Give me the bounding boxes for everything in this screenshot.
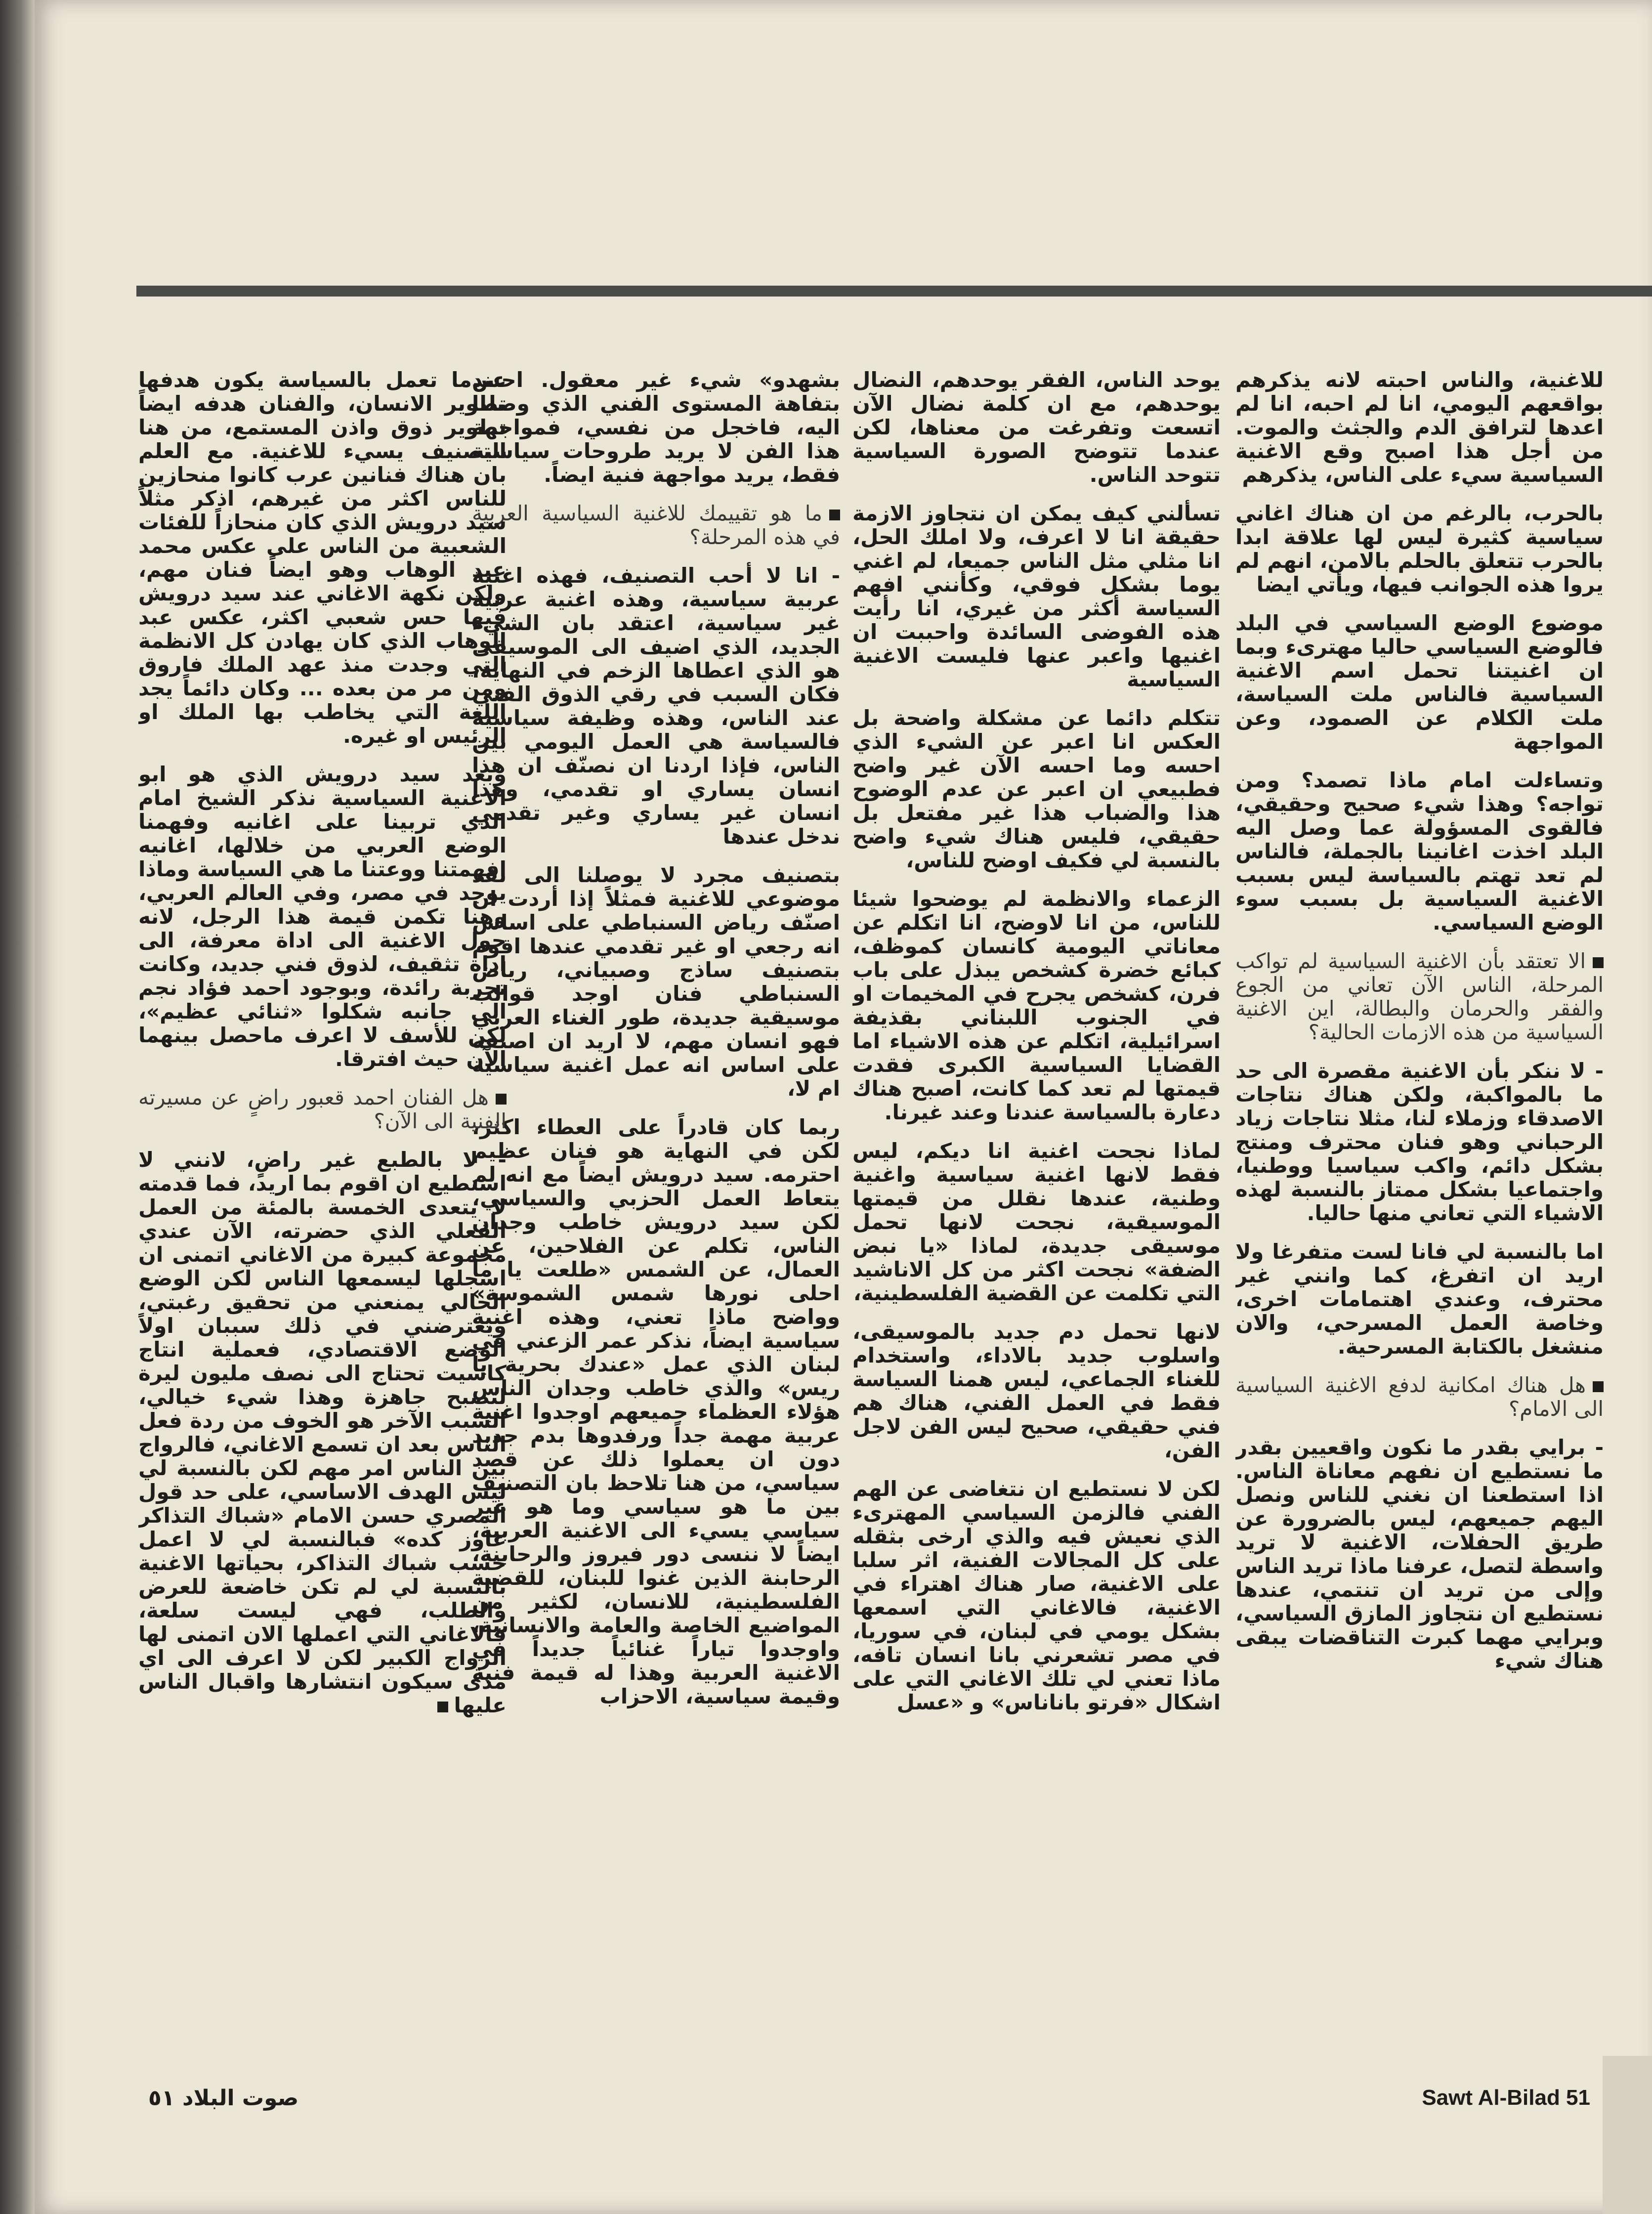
paragraph-text: لكن لا نستطيع ان نتغاضى عن الهم الفني فالزمن السياسي المهترىء الذي نعيش فيه والذي ارخى بثقله على كل المجالات الفنية، اثر سلبا على الاغنية، صار هناك اهتراء في الاغنية، فالاغاني التي اسمعها بشكل يومي في لبنان، في سوريا، في مصر تشعرني بانا انسان تافه، ماذا تعني لي تلك الاغاني التي على اشكال «فرتو باناناس» و «عسل (852, 1477, 1221, 1714)
paragraph-text: بالحرب، بالرغم من ان هناك اغاني سياسية كثيرة ليس لها علاقة ابدا بالحرب تتعلق بالحلم بالامن، انهم لم يروا هذه الجوانب فيها، ويأتي ايضا (1235, 501, 1604, 596)
interview-question (138, 1086, 507, 1133)
paragraph-text: لماذا نجحت اغنية انا ديكم، ليس فقط لانها اغنية سياسية واغنية وطنية، عندها نقلل من قيمتها الموسيقية، نجحت لانها تحمل موسيقى جديدة، لماذا «يا نبض الضفة» نجحت اكثر من كل الاناشيد التي تكلمت عن القضية الفلسطينية، (852, 1139, 1221, 1305)
article-paragraph (1235, 1240, 1604, 1359)
text-column-1 (1235, 368, 1604, 2068)
paragraph-text: - انا لا أحب التصنيف، فهذه اغنية عربية سياسية، وهذه اغنية عربية غير سياسية، اعتقد بان الشيء الجديد، الذي اضيف الى الموسيقى هو الذي اعطاها الزخم في النهاية، فكان السبب في رقي الذوق الفني عند الناس، وهذه وظيفة سياسية فالسياسة هي العمل اليومي بين الناس، فإذا اردنا ان نصنّف ان هذا انسان يساري او تقدمي، وهذا انسان غير يساري وغير تقدمي ندخل عندها (472, 563, 840, 849)
article-paragraph (138, 763, 507, 1071)
article-paragraph (1235, 611, 1604, 754)
article-paragraph (472, 863, 840, 1101)
paragraph-text: وبعد سيد درويش الذي هو ابو الاغنية السياسية نذكر الشيخ امام الذي تربينا على اغانيه وفهمنا الوضع العربي من خلالها، اغانيه افهمتنا ووعتنا ما هي السياسة وماذا يوجد في مصر، وفي العالم العربي، وهنا تكمن قيمة هذا الرجل، لانه حول الاغنية الى اداة معرفة، الى اداة تثقيف، لذوق فني جديد، وكانت تجربة رائدة، وبوجود احمد فؤاد نجم الى جانبه شكلوا «ثنائي عظيم»، لكن للأسف لا اعرف ماحصل بينهما الآن حيث افترقا. (138, 762, 507, 1071)
paragraph-text: وتساءلت امام ماذا تصمد؟ ومن تواجه؟ وهذا شيء صحيح وحقيقي، فالقوى المسؤولة عما وصل اليه البلد اخذت اغانينا بالجملة، فالناس لم تعد تهتم بالسياسة ليس بسبب الاغنية السياسية بل بسبب سوء الوضع السياسي. (1235, 768, 1604, 935)
paragraph-text: هل هناك امكانية لدفع الاغنية السياسية الى الامام؟ (1235, 1373, 1604, 1421)
question-marker-icon (829, 510, 840, 520)
article-paragraph (852, 1139, 1221, 1305)
article-paragraph (852, 1320, 1221, 1462)
paragraph-text: موضوع الوضع السياسي في البلد فالوضع السياسي حاليا مهترىء وبما ان اغنيتنا تحمل اسم الاغنية السياسية فالناس ملت السياسة، ملت الكلام عن الصمود، وعن المواجهة (1235, 611, 1604, 754)
page-corner (1603, 2056, 1652, 2214)
footer-arabic-title: صوت البلاد ٥١ (148, 2086, 299, 2111)
interview-question (472, 502, 840, 549)
article-paragraph (1235, 1059, 1604, 1225)
paragraph-text: - لا ننكر بأن الاغنية مقصرة الى حد ما بالمواكبة، ولكن هناك نتاجات الاصدقاء وزملاء لنا، مثلا نتاجات زياد الرحباني وهو فنان محترف ومنتج بشكل دائم، واكب سياسيا ووطنيا، واجتماعيا بشكل ممتاز بالنسبة لهذه الاشياء التي تعاني منها حاليا. (1235, 1059, 1604, 1225)
paragraph-text: بشهدو» شيء غير معقول. احس بتفاهة المستوى الفني الذي وصلنا اليه، فاخجل من نفسي، فمواجهة هذا الفن لا يريد طروحات سياسية فقط، يريد مواجهة فنية ايضاً. (472, 368, 840, 487)
article-paragraph (472, 1115, 840, 1708)
article-paragraph (1235, 768, 1604, 935)
end-of-article-icon (437, 1702, 448, 1712)
top-divider-rule (136, 286, 1652, 297)
article-paragraph (138, 1148, 507, 1717)
question-marker-icon (496, 1094, 507, 1105)
article-paragraph (852, 887, 1221, 1124)
text-column-2 (852, 368, 1221, 2068)
paragraph-text: - برايي بقدر ما نكون واقعيين بقدر ما نستطيع ان نفهم معاناة الناس. اذا استطعنا ان نغني للناس ونصل اليهم جميعهم، ليس بالضرورة عن طريق الحفلات، الاغنية لا تريد واسطة لتصل، عرفنا ماذا تريد الناس وإلى من تريد ان تنتمي، عندها نستطيع ان نتجاوز المازق السياسي، وبرايي مهما كبرت التناقضات يبقى هناك شيء (1235, 1435, 1604, 1673)
article-paragraph (1235, 1436, 1604, 1673)
article-paragraph (472, 564, 840, 849)
paragraph-text: اما بالنسبة لي فانا لست متفرغا ولا اريد ان اتفرغ، كما وانني غير محترف، وعندي اهتمامات اخرى، وخاصة العمل المسرحي، والان منشغل بالكتابة المسرحية. (1235, 1239, 1604, 1359)
interview-question (1235, 1373, 1604, 1421)
paragraph-text: لانها تحمل دم جديد بالموسيقى، واسلوب جديد بالاداء، واستخدام للغناء الجماعي، ليس همنا السياسة فقط في العمل الفني، هناك هم فني حقيقي، صحيح ليس الفن لاجل الفن، (852, 1320, 1221, 1462)
paragraph-text: يوحد الناس، الفقر يوحدهم، النضال يوحدهم، مع ان كلمة نضال الآن اتسعت وتفرغت من معناها، لكن عندما تتوضح الصورة السياسية تتوحد الناس. (852, 368, 1221, 487)
paragraph-text: عندما تعمل بالسياسة يكون هدفها تطوير الانسان، والفنان هدفه ايضاً تطوير ذوق واذن المستمع، من هنا التصنيف يسيء للاغنية. مع العلم بان هناك فنانين عرب كانوا منحازين للناس اكثر من غيرهم، اذكر مثلاً سيد درويش الذي كان منحازاً للفئات الشعبية من الناس على عكس محمد عبد الوهاب وهو ايضاً فنان مهم، ولكن نكهة الاغاني عند سيد درويش فيها حس شعبي اكثر، عكس عبد الوهاب الذي كان يهادن كل الانظمة التي وجدت منذ عهد الملك فاروق ومن مر من بعده ... وكان دائماً يجد اللغة التي يخاطب بها الملك او الرئيس او غيره. (138, 368, 507, 748)
paragraph-text: الزعماء والانظمة لم يوضحوا شيئا للناس، من انا لاوضح، انا اتكلم عن معاناتي اليومية كانسان كموظف، كبائع خضرة كشخص يبذل على باب فرن، كشخص يجرح في المخيمات او في الجنوب اللبناني بقذيفة اسرائيلية، اتكلم عن هذه الاشياء اما القضايا السياسية الكبرى فقدت قيمتها لم تعد كما كانت، اصبح هناك دعارة بالسياسة عندنا وعند غيرنا. (852, 887, 1221, 1124)
text-column-4 (138, 368, 507, 2068)
question-marker-icon (1593, 1381, 1604, 1392)
article-paragraph (852, 1477, 1221, 1714)
article-paragraph (852, 502, 1221, 691)
paragraph-text: تتكلم دائما عن مشكلة واضحة بل العكس انا اعبر عن الشيء الذي احسه وما احسه الآن غير واضح فطبيعي ان اعبر عن عدم الوضوح هذا والضباب هذا غير مفتعل بل حقيقي، فليس هناك شيء واضح بالنسبة لي فكيف اوضح للناس، (852, 706, 1221, 872)
paragraph-text: تسألني كيف يمكن ان نتجاوز الازمة حقيقة انا لا اعرف، ولا املك الحل، انا مثلي مثل الناس جميعا، لم اغني يوما بشكل فوقي، وكأنني افهم السياسة أكثر من غيري، انا رأيت هذه الفوضى السائدة واحببت ان اغنيها واعبر عنها فليست الاغنية السياسية (852, 501, 1221, 691)
article-paragraph (852, 706, 1221, 872)
paragraph-text: ربما كان قادراً على العطاء اكثر، لكن في النهاية هو فنان عظيم احترمه. سيد درويش ايضاً مع انه لم يتعاط العمل الحزبي والسياسي، لكن سيد درويش خاطب وجدان الناس، تكلم عن الفلاحين، عن العمال، عن الشمس «طلعت يا ما احلى نورها شمس الشموسة» وواضح ماذا تعني، وهذه اغنية سياسية ايضاً، نذكر عمر الزعني في لبنان الذي عمل «عندك بحرية يا ريس» والذي خاطب وجدان الناس هؤلاء العظماء جميعهم اوجدوا اغنية عربية مهمة جداً ورفدوها بدم جديد دون ان يعملوا ذلك عن قصد سياسي، من هنا تلاحظ بان التصنيف بين ما هو سياسي وما هو غير سياسي يسيء الى الاغنية العربية، ايضاً لا ننسى دور فيروز والرحابنة، الرحابنة الذين غنوا للبنان، للقضية الفلسطينية، للانسان، لكثير من المواضيع الخاصة والعامة والانسانية، واوجدوا تياراً غنائياً جديداً في الاغنية العربية وهذا له قيمة فنية وقيمة سياسية، الاحزاب (472, 1115, 840, 1708)
paragraph-text: الا تعتقد بأن الاغنية السياسية لم تواكب المرحلة، الناس الآن تعاني من الجوع والفقر والحرمان والبطالة، اين الاغنية السياسية من هذه الازمات الحالية؟ (1235, 949, 1604, 1044)
paragraph-text: - لا بالطبع غير راضٍ، لانني لا استطيع ان اقوم بما اريد، فما قدمته لا يتعدى الخمسة بالمئة من العمل الفعلي الذي حضرته، الآن عندي مجموعة كبيرة من الاغاني اتمنى ان اسجلها ليسمعها الناس لكن الوضع الحالي يمنعني من تحقيق رغبتي، ويعترضني في ذلك سببان اولاً الوضع الاقتصادي، فعملية انتاج كاسيت تحتاج الى نصف مليون ليرة لتصبح جاهزة وهذا شيء خيالي، السبب الآخر هو الخوف من ردة فعل الناس بعد ان تسمع الاغاني، فالرواج بين الناس امر مهم لكن بالنسبة لي ليس الهدف الاساسي، على حد قول المصري حسن الامام «شباك التذاكر عاوز كده» فبالنسبة لي لا اعمل حسب شباك التذاكر، بحياتها الاغنية بالنسبة لي لم تكن خاضعة للعرض والطلب، فهي ليست سلعة، فالاغاني التي اعملها الان اتمنى لها الرواج الكبير لكن لا اعرف الى اي مدى سيكون انتشارها واقبال الناس عليها (138, 1148, 507, 1717)
binding-spine (0, 0, 35, 2214)
paragraph-text: للاغنية، والناس احبته لانه يذكرهم بواقعهم اليومي، انا لم احبه، انا لم اعدها لترافق الدم والجثث والموت. من أجل هذا اصبح وقع الاغنية السياسية سيء على الناس، يذكرهم (1235, 368, 1604, 487)
question-marker-icon (1593, 957, 1604, 968)
article-paragraph (1235, 368, 1604, 487)
interview-question (1235, 949, 1604, 1044)
paragraph-text: بتصنيف مجرد لا يوصلنا الى نقد موضوعي للاغنية فمثلاً إذا أردت ان اصنّف رياض السنباطي على اساس انه رجعي او غير تقدمي عندها اقوم بتصنيف ساذج وصبياني، رياض السنباطي فنان اوجد قوالب موسيقية جديدة، طور الغناء العربي فهو انسان مهم، لا اريد ان اصنفه على اساس انه عمل اغنية سياسية ام لا، (472, 863, 840, 1101)
text-column-3 (472, 368, 840, 2068)
footer-english-title: Sawt Al-Bilad 51 (1422, 2086, 1590, 2110)
article-paragraph (472, 368, 840, 487)
article-paragraph (852, 368, 1221, 487)
article-paragraph (138, 368, 507, 748)
paragraph-text: هل الفنان احمد قعبور راضٍ عن مسيرته الفنية الى الآن؟ (138, 1085, 507, 1133)
paragraph-text: ما هو تقييمك للاغنية السياسية العربية في هذه المرحلة؟ (472, 501, 840, 549)
article-paragraph (1235, 502, 1604, 596)
